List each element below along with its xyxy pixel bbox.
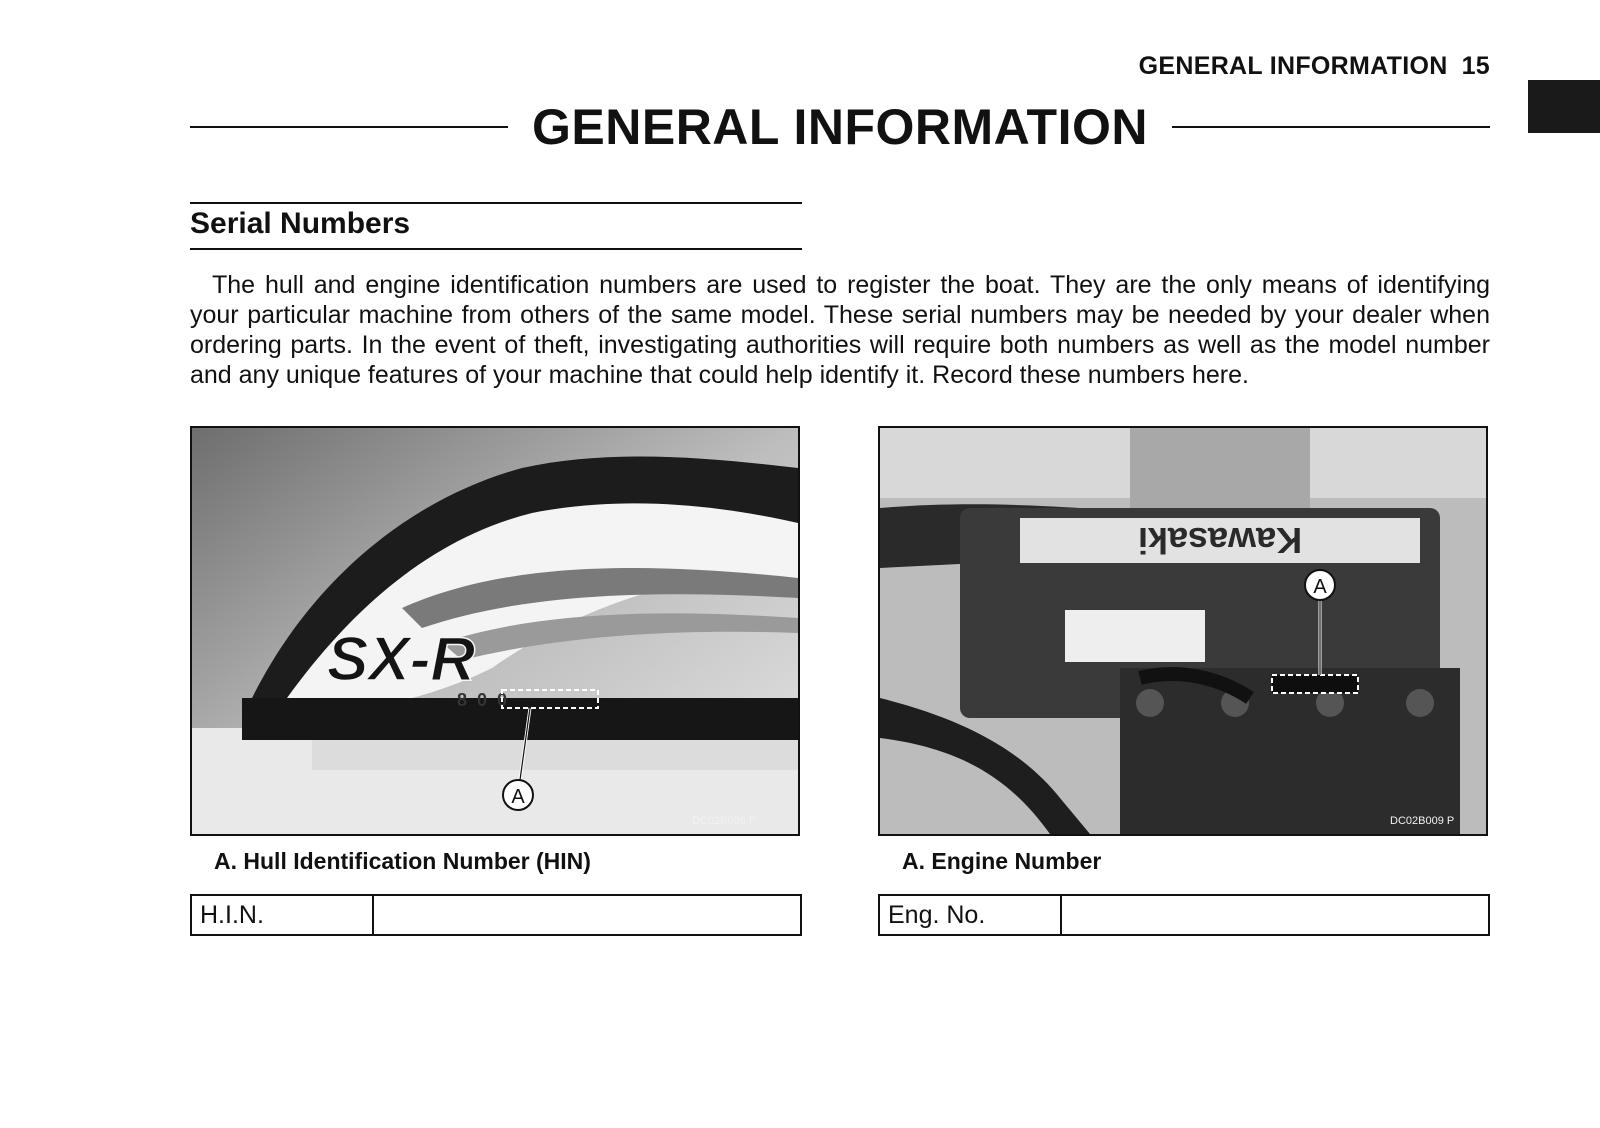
title-rule-left	[190, 126, 508, 128]
chapter-title-row	[190, 92, 1490, 162]
engine-caption: A. Engine Number	[902, 848, 1102, 874]
hin-record-table	[190, 894, 802, 936]
engine-label-sticker	[1065, 610, 1205, 662]
title-rule-right	[1172, 126, 1490, 128]
engine-number-marker	[1272, 675, 1358, 693]
callout-a-label: A	[511, 786, 525, 808]
hull-caption: A. Hull Identification Number (HIN)	[214, 848, 591, 874]
hin-record-value	[374, 896, 800, 934]
section-rule-bottom	[190, 248, 802, 250]
running-head	[1100, 52, 1490, 81]
brand-text: Kawasaki	[1137, 520, 1303, 561]
running-head-section: GENERAL INFORMATION	[1138, 52, 1448, 80]
engine-photo	[878, 426, 1488, 836]
hull-photo	[190, 426, 800, 836]
chapter-title: GENERAL INFORMATION	[532, 99, 1148, 155]
section-rule-top	[190, 202, 802, 204]
engine-record-label: Eng. No.	[880, 896, 1062, 934]
image-code: DC02B006 P	[692, 815, 757, 827]
engine-record-table	[878, 894, 1490, 936]
callout-a-label-engine: A	[1313, 576, 1327, 598]
thumb-tab	[1528, 80, 1600, 133]
image-code-engine: DC02B009 P	[1390, 815, 1455, 827]
page-number: 15	[1461, 52, 1490, 80]
model-sub-text: 800	[457, 690, 518, 710]
hin-record-label: H.I.N.	[192, 896, 374, 934]
body-paragraph: The hull and engine identification numbers are used to register the boat. They are the only means of identifying your particular machine from others of the same model. These serial numbers may be needed by your dealer when ordering parts. In the event of theft, investigating authorities will require both numbers as well as the model number and any unique features of your machine that could help identify it. Record these numbers here.	[190, 271, 1490, 389]
engine-record-value	[1062, 896, 1488, 934]
model-badge-text: SX-R	[327, 625, 476, 694]
section-title: Serial Numbers	[190, 207, 411, 240]
